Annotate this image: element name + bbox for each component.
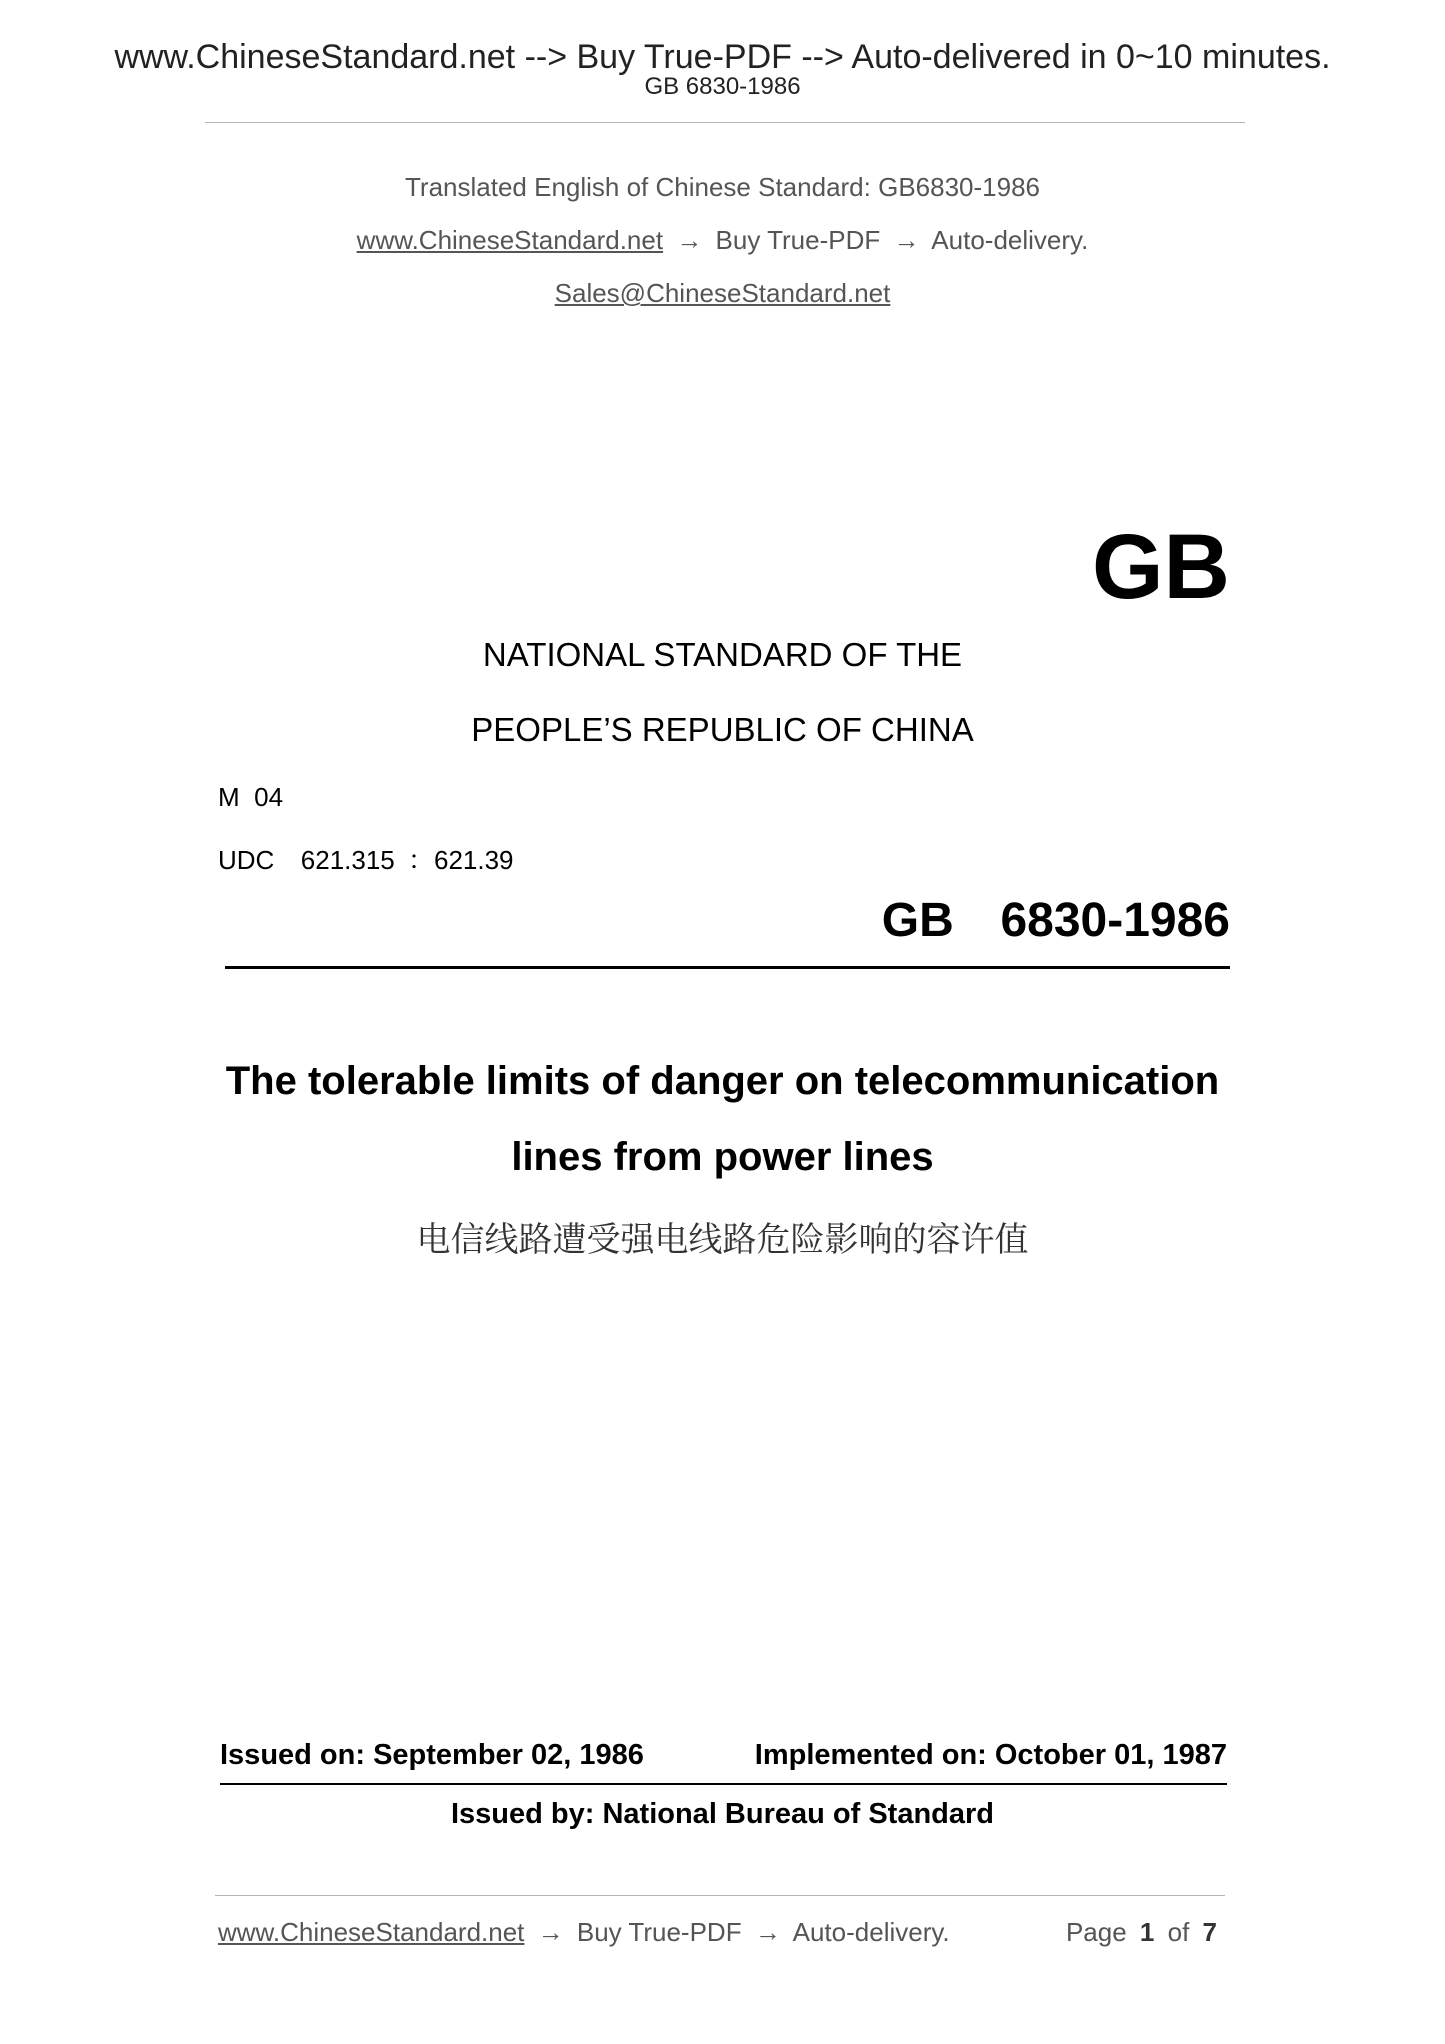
translation-note: Translated English of Chinese Standard: GB6830-1986 [405, 172, 1040, 202]
gb-mark: GB [1092, 516, 1230, 618]
purchase-links [0, 225, 1445, 256]
page-indicator [1066, 1917, 1223, 1948]
right-arrow-icon: → [537, 1917, 564, 1947]
header-divider [205, 122, 1245, 123]
issued-on-date: Issued on: September 02, 1986 [220, 1739, 644, 1771]
page-number: 1 [1139, 1917, 1155, 1947]
page-label: Page [1065, 1917, 1127, 1947]
footer-delivery-text: Auto-delivery. [792, 1917, 950, 1947]
footer-site-link[interactable]: www.ChineseStandard.net [218, 1917, 525, 1947]
footer-divider [215, 1895, 1225, 1896]
header-banner: www.ChineseStandard.net --> Buy True-PDF --> Auto-delivered in 0~10 minutes. [114, 38, 1331, 76]
standard-code: GB 6830-1986 [881, 894, 1230, 947]
document-title-chinese: 电信线路遭受强电线路危险影响的容许值 [416, 1220, 1029, 1260]
right-arrow-icon: → [754, 1917, 781, 1947]
right-arrow-icon: → [893, 225, 920, 255]
sales-contact [0, 278, 1445, 309]
issued-by: Issued by: National Bureau of Standard [450, 1798, 995, 1830]
title-divider [225, 966, 1230, 969]
classification-code: M 04 [218, 782, 284, 812]
of-label: of [1167, 1917, 1190, 1947]
national-standard-line2: PEOPLE’S REPUBLIC OF CHINA [471, 711, 974, 748]
footer-links [218, 1917, 950, 1948]
right-arrow-icon: → [676, 225, 703, 255]
sales-email-link[interactable]: Sales@ChineseStandard.net [554, 278, 891, 308]
national-standard-line1: NATIONAL STANDARD OF THE [482, 636, 963, 673]
footer-buy-text: Buy True-PDF [576, 1917, 742, 1947]
dates-divider [220, 1783, 1227, 1785]
document-title-line2: lines from power lines [511, 1135, 934, 1179]
auto-delivery-text: Auto-delivery. [931, 225, 1089, 255]
document-title-line1: The tolerable limits of danger on telecommunication [225, 1059, 1220, 1103]
page-total: 7 [1202, 1917, 1217, 1947]
implemented-on-date: Implemented on: October 01, 1987 [754, 1739, 1227, 1771]
buy-true-pdf-text: Buy True-PDF [715, 225, 881, 255]
site-link[interactable]: www.ChineseStandard.net [356, 225, 664, 255]
udc-code: UDC 621.315 ：621.39 [218, 845, 514, 875]
header-standard-code: GB 6830-1986 [644, 73, 801, 100]
